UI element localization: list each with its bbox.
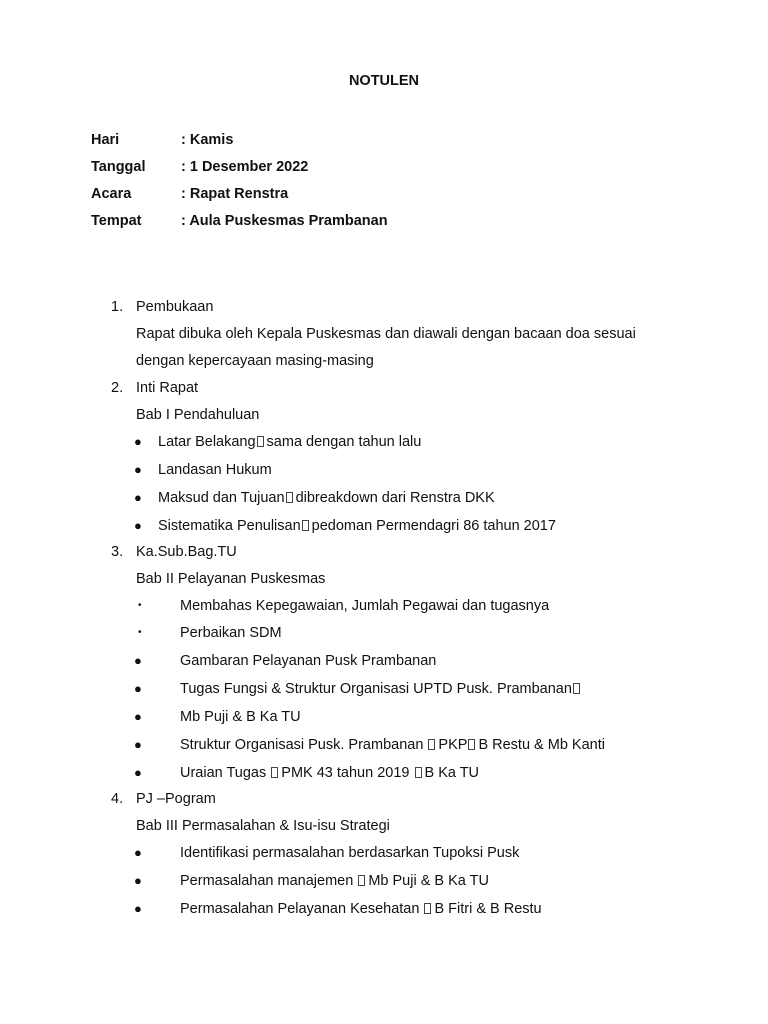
bullet: ● [134, 709, 142, 724]
item-text: Latar Belakang [158, 434, 256, 450]
bullet: ● [134, 462, 142, 477]
list-item: Membahas Kepegawaian, Jumlah Pegawai dan tugasnya [180, 598, 550, 614]
meta-label: Acara [91, 186, 132, 202]
bullet: • [138, 627, 142, 638]
section-heading: Inti Rapat [136, 380, 199, 396]
item-text: Mb Puji & B Ka TU [368, 873, 489, 889]
meta-value: : Rapat Renstra [181, 186, 289, 202]
section-number: 1. [111, 299, 124, 315]
section-heading: Ka.Sub.Bag.TU [136, 544, 237, 560]
meta-row-acara [91, 184, 288, 204]
meta-label: Tanggal [91, 159, 146, 175]
list-item [158, 516, 556, 536]
list-item [158, 432, 421, 452]
item-text: Uraian Tugas [180, 765, 271, 781]
item-text: dibreakdown dari Renstra DKK [295, 490, 495, 506]
item-text: B Restu & Mb Kanti [478, 737, 605, 753]
meta-row-tempat [91, 211, 388, 231]
missing-glyph-icon [468, 739, 475, 750]
item-text: PMK 43 tahun 2019 [281, 765, 414, 781]
bullet: ● [134, 518, 142, 533]
meta-row-hari [91, 130, 233, 150]
missing-glyph-icon [358, 875, 365, 886]
list-item [158, 460, 272, 480]
section-heading: Pembukaan [136, 299, 214, 315]
item-text: Permasalahan Pelayanan Kesehatan [180, 901, 424, 917]
missing-glyph-icon [286, 492, 293, 503]
section-number: 3. [111, 544, 124, 560]
list-item [180, 763, 479, 783]
list-item [180, 735, 605, 755]
list-item [180, 679, 583, 699]
meta-label: Hari [91, 132, 120, 148]
paragraph-line: Rapat dibuka oleh Kepala Puskesmas dan diawali dengan bacaan doa sesuai [136, 326, 636, 342]
section-heading: PJ –Pogram [136, 791, 216, 807]
item-text: Sistematika Penulisan [158, 518, 301, 534]
bullet: ● [134, 434, 142, 449]
item-text: Permasalahan manajemen [180, 873, 358, 889]
meta-value: : Aula Puskesmas Prambanan [181, 213, 388, 229]
section-number: 4. [111, 791, 124, 807]
bullet: ● [134, 653, 142, 668]
bullet: ● [134, 490, 142, 505]
list-item [180, 899, 542, 919]
meta-label: Tempat [91, 213, 142, 229]
subsection-heading: Bab III Permasalahan & Isu-isu Strategi [136, 818, 390, 834]
meta-value: : 1 Desember 2022 [181, 159, 309, 175]
bullet: ● [134, 901, 142, 916]
paragraph-line: dengan kepercayaan masing-masing [136, 353, 374, 369]
list-item [158, 488, 495, 508]
missing-glyph-icon [573, 683, 580, 694]
missing-glyph-icon [428, 739, 435, 750]
meta-row-tanggal [91, 157, 308, 177]
bullet: ● [134, 873, 142, 888]
bullet: ● [134, 737, 142, 752]
item-text: sama dengan tahun lalu [266, 434, 422, 450]
list-item [180, 871, 489, 891]
subsection-heading: Bab I Pendahuluan [136, 407, 260, 423]
list-item: Perbaikan SDM [180, 625, 282, 641]
missing-glyph-icon [415, 767, 422, 778]
item-text: PKP [438, 737, 468, 753]
item-text: Struktur Organisasi Pusk. Prambanan [180, 737, 428, 753]
item-text: B Fitri & B Restu [434, 901, 542, 917]
list-item: Gambaran Pelayanan Pusk Prambanan [180, 653, 437, 669]
item-text: Landasan Hukum [158, 462, 272, 478]
missing-glyph-icon [257, 436, 264, 447]
list-item: Mb Puji & B Ka TU [180, 709, 301, 725]
item-text: pedoman Permendagri 86 tahun 2017 [311, 518, 556, 534]
missing-glyph-icon [271, 767, 278, 778]
section-number: 2. [111, 380, 124, 396]
item-text: Tugas Fungsi & Struktur Organisasi UPTD Pusk. Prambanan [180, 681, 572, 697]
item-text: B Ka TU [424, 765, 480, 781]
bullet: • [138, 600, 142, 611]
bullet: ● [134, 681, 142, 696]
item-text: Maksud dan Tujuan [158, 490, 285, 506]
bullet: ● [134, 765, 142, 780]
subsection-heading: Bab II Pelayanan Puskesmas [136, 571, 326, 587]
missing-glyph-icon [302, 520, 309, 531]
missing-glyph-icon [424, 903, 431, 914]
list-item: Identifikasi permasalahan berdasarkan Tupoksi Pusk [180, 845, 520, 861]
bullet: ● [134, 845, 142, 860]
document-title: NOTULEN [348, 73, 420, 89]
meta-value: : Kamis [181, 132, 234, 148]
